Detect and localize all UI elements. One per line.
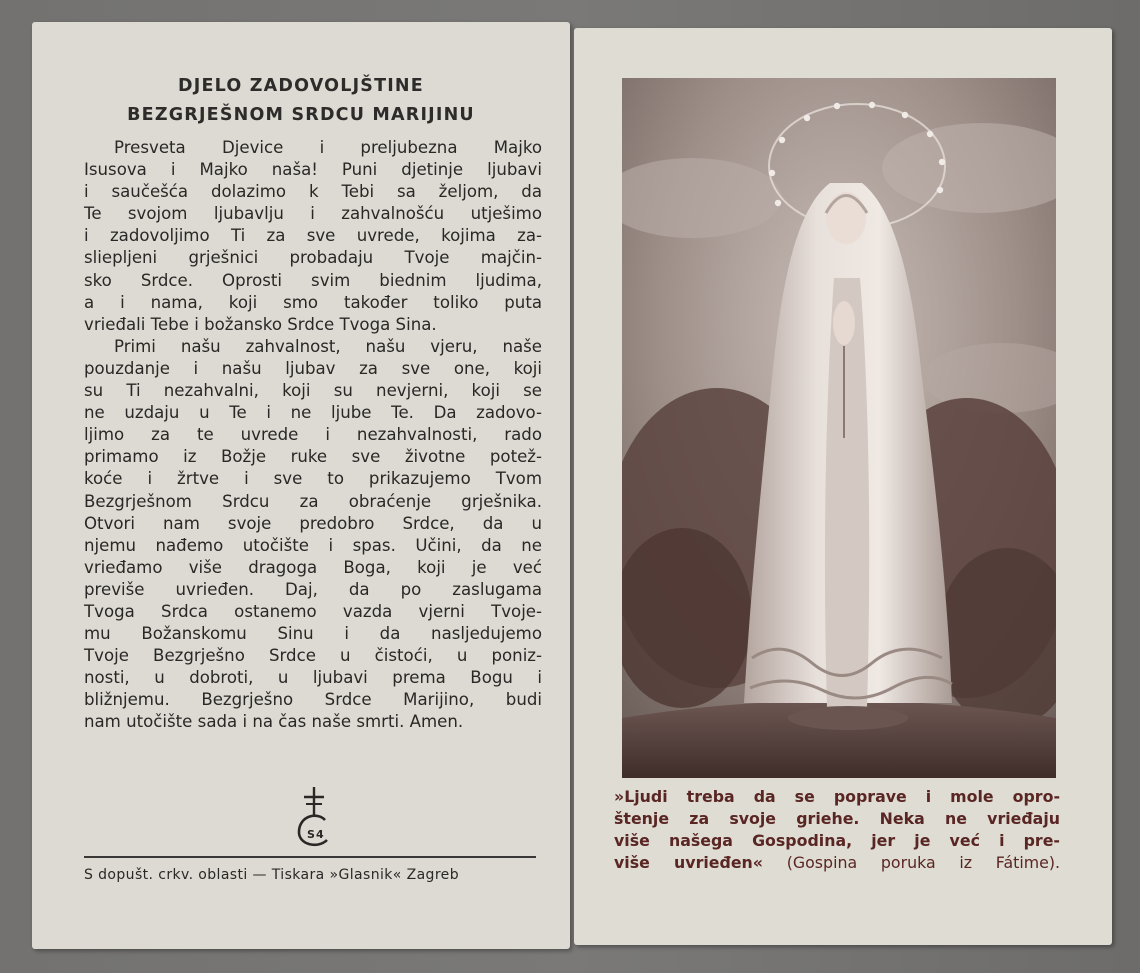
prayer-line: ljimo za te uvrede i nezahvalnosti, rado [84, 425, 542, 445]
prayer-line: ne uzdaju u Te i ne ljube Te. Da zadovo- [84, 403, 542, 423]
caption-bold-part: više uvrieđen« [614, 853, 763, 872]
prayer-line: nam utočište sada i na čas naše smrti. Amen. [84, 712, 464, 732]
printer-imprint: S dopušt. crkv. oblasti — Tiskara »Glasnik« Zagreb [84, 867, 459, 883]
prayer-page [32, 22, 570, 949]
image-page [574, 28, 1112, 945]
prayer-line: pouzdanje i našu ljubav za sve one, koji [84, 358, 542, 378]
svg-text:S: S [307, 828, 315, 841]
prayer-text [84, 137, 542, 734]
prayer-line: a i nama, koji smo također toliko puta [84, 292, 542, 312]
prayer-line: sko Srdce. Oprosti svim biednim ljudima, [84, 270, 542, 290]
prayer-line: Primi našu zahvalnost, našu vjeru, naše [114, 336, 542, 356]
prayer-line: Tvoje Bezgrješno Srdce u čistoći, u poniz- [84, 646, 542, 666]
prayer-line: previše uvrieđen. Daj, da po zaslugama [84, 579, 542, 599]
prayer-line: njemu nađemo utočište i spas. Učini, da ne [84, 535, 542, 555]
caption-line-last [614, 852, 1060, 874]
caption-line: više našega Gospodina, jer je već i pre- [614, 831, 1060, 850]
cross-emblem-icon [294, 785, 334, 851]
prayer-line: primamo iz Božje ruke sve životne potež- [84, 447, 542, 467]
prayer-line: Tvoga Srdca ostanemo vazda vjerni Tvoje- [84, 601, 542, 621]
prayer-line: nosti, u dobroti, u ljubavi prema Bogu i [84, 668, 542, 688]
prayer-line: Presveta Djevice i preljubezna Majko [114, 138, 542, 157]
prayer-line: vrieđali Tebe i božansko Srdce Tvoga Sina. [84, 314, 437, 334]
footer-divider [84, 856, 536, 858]
prayer-line: i saučešća dolazimo k Tebi sa željom, da [84, 182, 542, 202]
fatima-caption [614, 786, 1060, 874]
prayer-line: bližnjemu. Bezgrješno Srdce Marijino, budi [84, 690, 542, 710]
caption-line: štenje za svoje griehe. Neka ne vrieđaju [614, 809, 1060, 828]
prayer-line: koće i žrtve i sve to prikazujemo Tvom [84, 469, 542, 489]
prayer-line: Te svojom ljubavlju i zahvalnošću utješimo [84, 204, 542, 224]
svg-text:4: 4 [316, 828, 324, 841]
prayer-line: su Ti nezahvalni, koji su nevjerni, koji se [84, 381, 542, 401]
prayer-title-line-1: DJELO ZADOVOLJŠTINE [178, 76, 424, 96]
prayer-line: vrieđamo više dragoga Boga, koji je već [84, 557, 542, 577]
prayer-line: sliepljeni grješnici probadaju Tvoje majčin- [84, 248, 542, 268]
prayer-title-line-2: BEZGRJEŠNOM SRDCU MARIJINU [127, 105, 475, 125]
caption-source: (Gospina poruka iz Fátime). [763, 853, 1060, 872]
caption-line: »Ljudi treba da se poprave i mole opro- [614, 787, 1060, 806]
madonna-picture [622, 78, 1056, 778]
prayer-line: Otvori nam svoje predobro Srdce, da u [84, 513, 542, 533]
prayer-line: i zadovoljimo Ti za sve uvrede, kojima za- [84, 226, 542, 246]
prayer-line: mu Božanskomu Sinu i da nasljedujemo [84, 624, 542, 644]
prayer-line: Bezgrješnom Srdcu za obraćenje grješnika. [84, 491, 542, 511]
prayer-line: Isusova i Majko naša! Puni djetinje ljubavi [84, 160, 542, 180]
